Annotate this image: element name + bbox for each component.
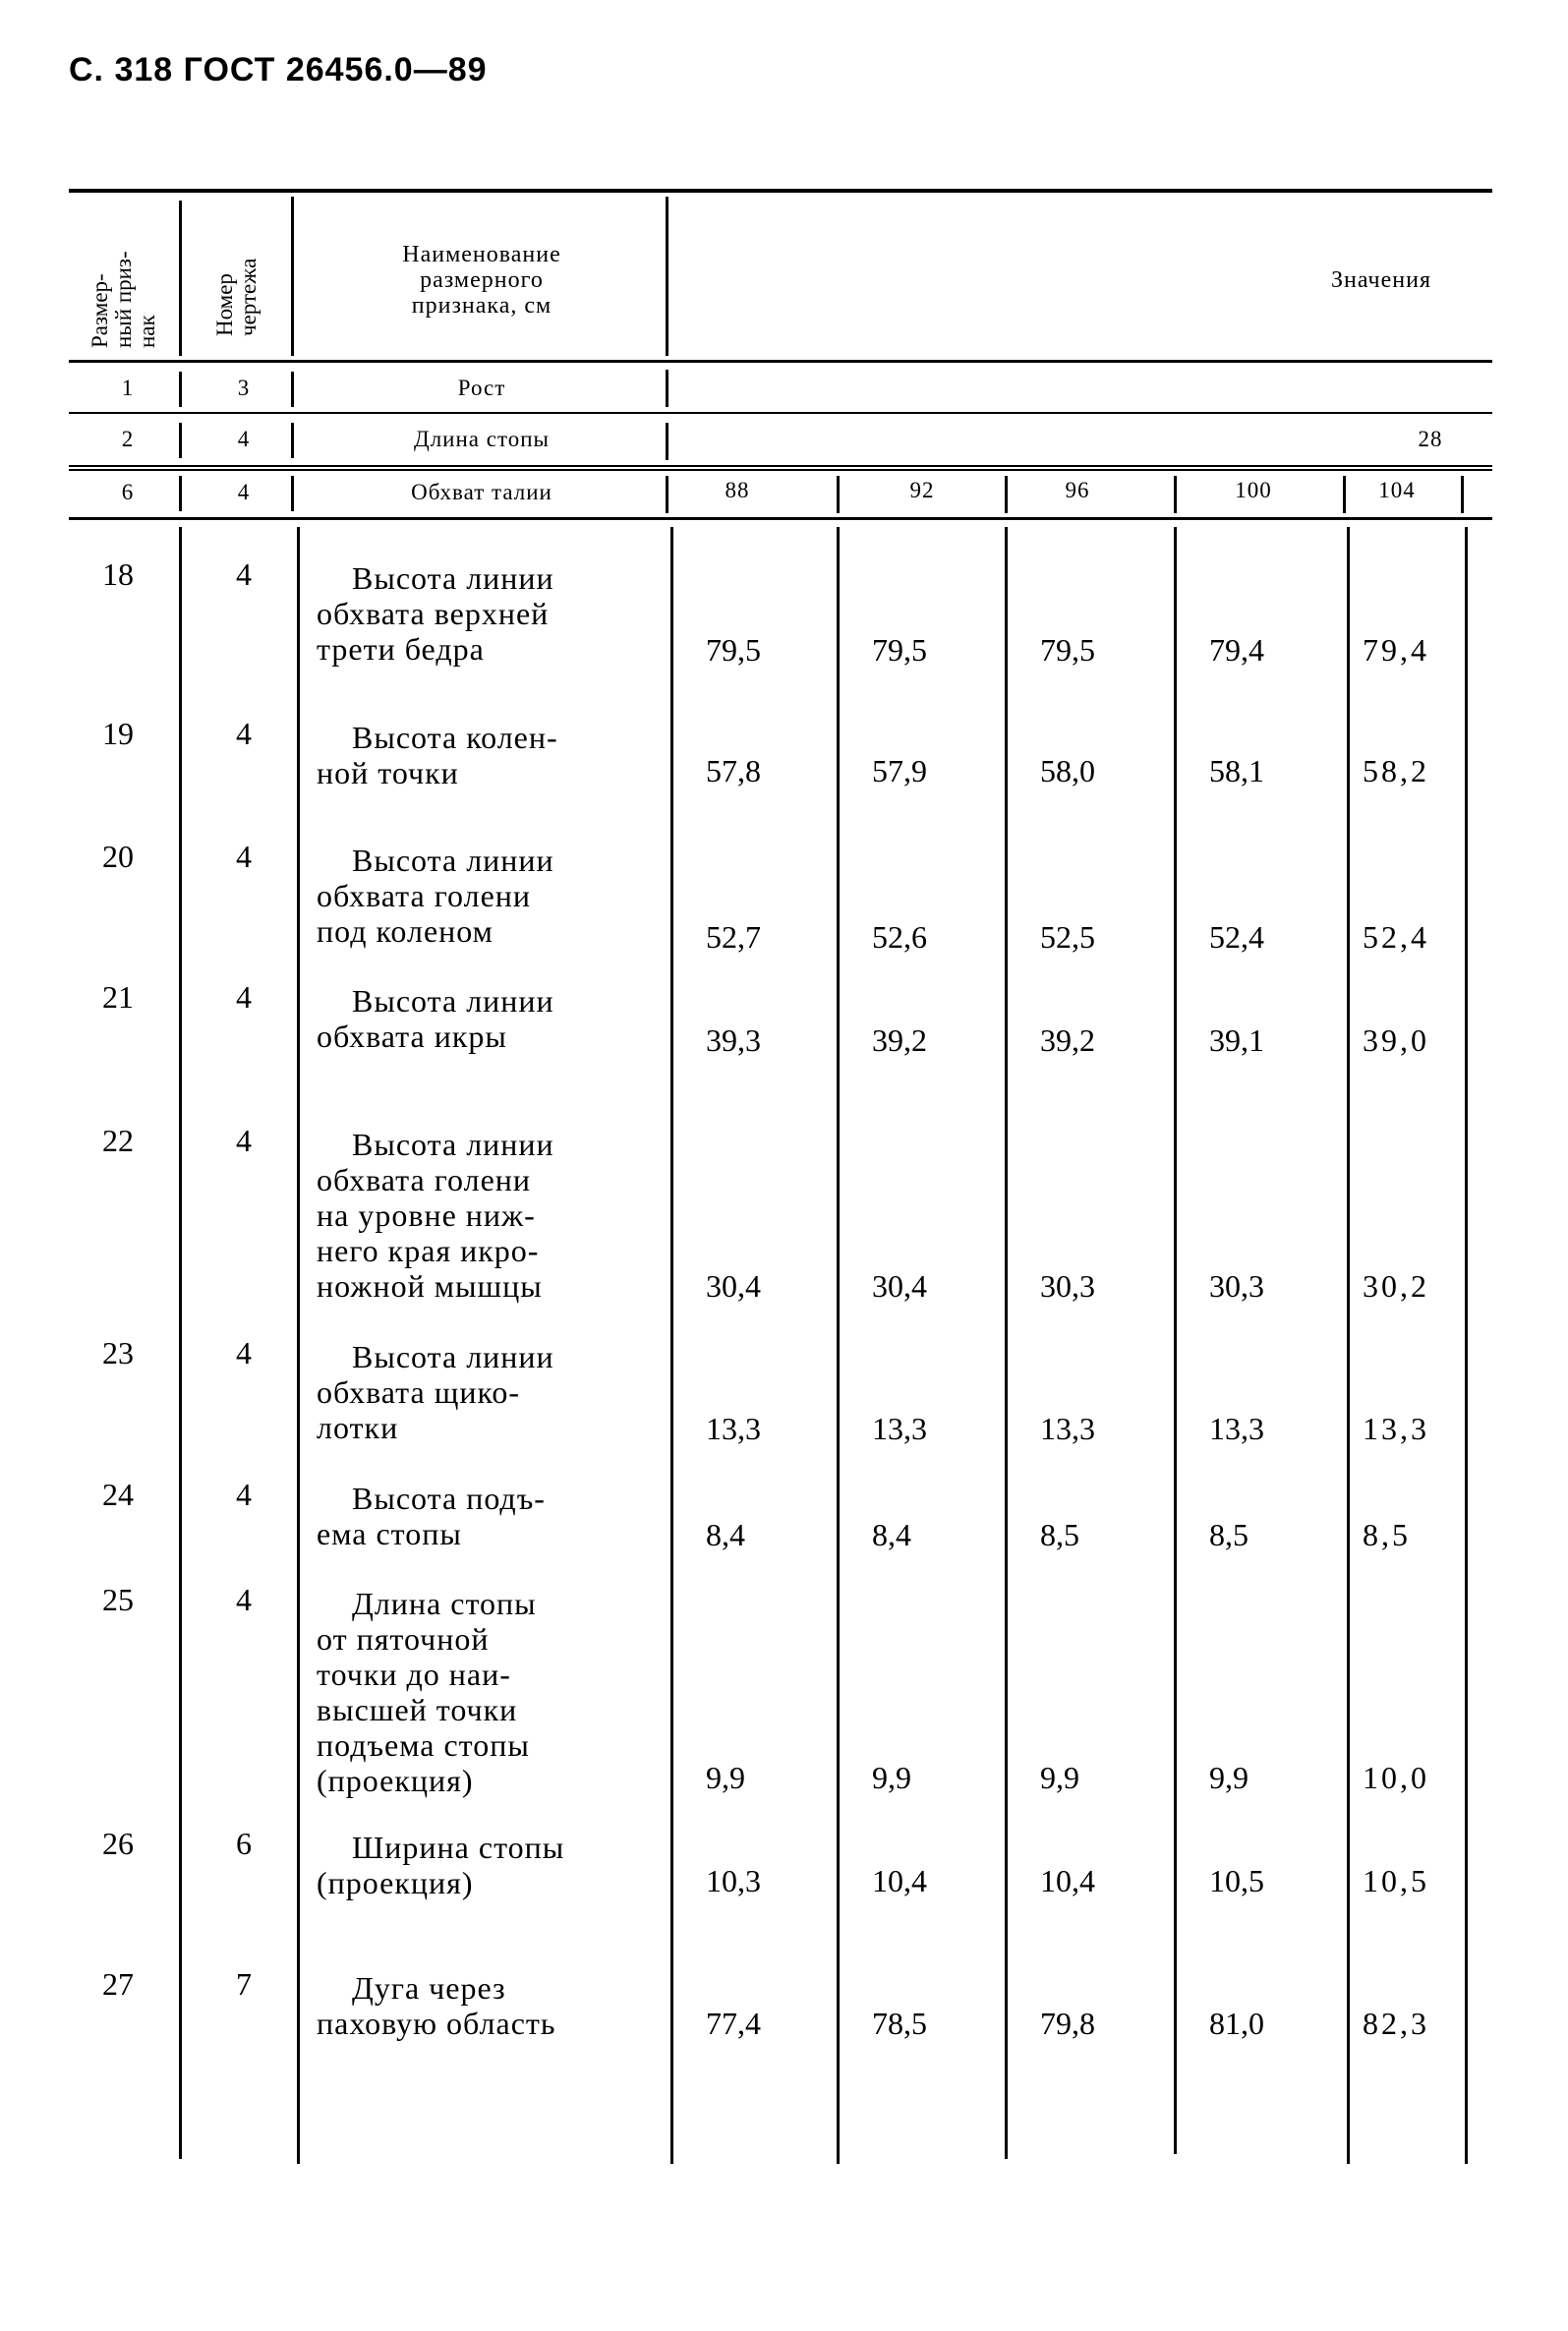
header-separator-3 xyxy=(666,197,668,356)
body-line-1 xyxy=(179,527,182,2159)
value-cell: 79,4 xyxy=(1209,632,1264,668)
feature-name-line: трети бедра xyxy=(317,631,485,667)
feature-name-line: ной точки xyxy=(317,755,459,790)
feature-name-line: обхвата икры xyxy=(317,1019,507,1054)
feature-name xyxy=(317,1970,670,2041)
feature-name-line: обхвата щико- xyxy=(317,1374,521,1410)
body-line-4 xyxy=(837,527,840,2164)
value-cell: 10,3 xyxy=(706,1863,761,1898)
feature-name-line: Высота линии xyxy=(352,983,554,1019)
row-6-drawing: 4 xyxy=(237,480,251,504)
value-cell: 30,4 xyxy=(706,1268,761,1304)
param-separator-4 xyxy=(837,476,840,513)
feature-name xyxy=(317,560,670,667)
feature-name-line: Дуга через xyxy=(352,1970,506,2006)
param-top-rule xyxy=(69,469,1492,471)
row-number: 23 xyxy=(102,1335,134,1370)
drawing-number: 4 xyxy=(236,1123,252,1158)
feature-name-line: подъема стопы xyxy=(317,1727,530,1763)
feature-name-line: обхвата верхней xyxy=(317,596,550,631)
row-2-drawing: 4 xyxy=(237,427,251,451)
value-cell: 79,4 xyxy=(1363,632,1429,668)
row-2-bottom-rule xyxy=(69,465,1492,467)
row-2-separator-1 xyxy=(179,423,182,458)
param-separator-2 xyxy=(291,476,294,511)
feature-name-line: обхвата голени xyxy=(317,878,532,913)
value-cell: 8,5 xyxy=(1363,1517,1411,1552)
value-cell: 79,5 xyxy=(1040,632,1095,668)
header-values: Значения xyxy=(1330,267,1431,293)
body-line-5 xyxy=(1005,527,1008,2159)
value-cell: 52,6 xyxy=(872,919,927,955)
feature-name-line: высшей точки xyxy=(317,1692,518,1727)
row-number: 24 xyxy=(102,1477,134,1512)
row-6-name: Обхват талии xyxy=(411,480,552,504)
feature-name-line: от пяточной xyxy=(317,1621,490,1657)
drawing-number: 4 xyxy=(236,716,252,751)
row-number: 18 xyxy=(102,556,134,592)
row-1-drawing: 3 xyxy=(237,376,251,400)
row-2-separator-2 xyxy=(291,423,294,458)
waist-88: 88 xyxy=(725,478,750,502)
drawing-number: 4 xyxy=(236,556,252,592)
feature-name-line: на уровне ниж- xyxy=(317,1197,536,1233)
value-cell: 58,0 xyxy=(1040,753,1095,788)
value-cell: 79,5 xyxy=(872,632,927,668)
value-cell: 13,3 xyxy=(1040,1411,1095,1446)
drawing-number: 4 xyxy=(236,839,252,874)
row-number: 27 xyxy=(102,1966,134,2002)
value-cell: 30,2 xyxy=(1363,1268,1429,1304)
row-number: 20 xyxy=(102,839,134,874)
waist-100: 100 xyxy=(1235,478,1272,502)
feature-name xyxy=(317,843,670,949)
param-separator-7 xyxy=(1343,476,1346,513)
value-cell: 8,5 xyxy=(1209,1517,1249,1552)
param-separator-3 xyxy=(666,476,668,513)
value-cell: 13,3 xyxy=(1363,1411,1429,1446)
value-cell: 79,8 xyxy=(1040,2006,1095,2041)
body-line-3 xyxy=(670,527,673,2164)
row-2-value: 28 xyxy=(1418,427,1443,451)
feature-name-line: ема стопы xyxy=(317,1516,462,1551)
row-2-separator-3 xyxy=(666,423,668,460)
row-number: 19 xyxy=(102,716,134,751)
waist-104: 104 xyxy=(1378,478,1416,502)
value-cell: 81,0 xyxy=(1209,2006,1264,2041)
row-number: 22 xyxy=(102,1123,134,1158)
row-1-separator-1 xyxy=(179,372,182,407)
header-separator-2 xyxy=(291,197,294,356)
param-separator-1 xyxy=(179,476,182,511)
feature-name-line: (проекция) xyxy=(317,1763,474,1798)
drawing-number: 4 xyxy=(236,1582,252,1617)
value-cell: 30,4 xyxy=(872,1268,927,1304)
feature-name-line: него края икро- xyxy=(317,1233,540,1268)
feature-name-line: (проекция) xyxy=(317,1865,474,1900)
page-header: С. 318 ГОСТ 26456.0—89 xyxy=(69,51,488,88)
value-cell: 58,2 xyxy=(1363,753,1429,788)
value-cell: 8,4 xyxy=(706,1517,745,1552)
value-cell: 10,0 xyxy=(1363,1760,1429,1795)
value-cell: 13,3 xyxy=(706,1411,761,1446)
header-bottom-rule xyxy=(69,360,1492,363)
feature-name xyxy=(317,983,670,1054)
waist-96: 96 xyxy=(1065,478,1090,502)
value-cell: 8,5 xyxy=(1040,1517,1079,1552)
row-number: 21 xyxy=(102,979,134,1015)
value-cell: 58,1 xyxy=(1209,753,1264,788)
feature-name-line: Высота подъ- xyxy=(352,1481,546,1516)
value-cell: 10,4 xyxy=(872,1863,927,1898)
drawing-number: 6 xyxy=(236,1826,252,1861)
feature-name-line: Ширина стопы xyxy=(352,1830,565,1865)
value-cell: 30,3 xyxy=(1040,1268,1095,1304)
feature-name-line: ножной мышцы xyxy=(317,1268,543,1304)
row-1-name: Рост xyxy=(457,376,506,400)
body-line-8 xyxy=(1465,527,1468,2164)
value-cell: 77,4 xyxy=(706,2006,761,2041)
feature-name xyxy=(317,1127,670,1304)
feature-name-line: обхвата голени xyxy=(317,1162,532,1197)
value-cell: 57,9 xyxy=(872,753,927,788)
row-2-name: Длина стопы xyxy=(414,427,550,451)
value-cell: 39,0 xyxy=(1363,1022,1429,1058)
value-cell: 10,5 xyxy=(1209,1863,1264,1898)
body-line-2 xyxy=(297,527,300,2164)
drawing-number: 7 xyxy=(236,1966,252,2002)
value-cell: 9,9 xyxy=(1040,1760,1079,1795)
value-cell: 9,9 xyxy=(1209,1760,1249,1795)
waist-92: 92 xyxy=(909,478,935,502)
feature-name-line: паховую область xyxy=(317,2006,556,2041)
feature-name-line: Высота линии xyxy=(352,843,554,878)
value-cell: 10,4 xyxy=(1040,1863,1095,1898)
value-cell: 8,4 xyxy=(872,1517,911,1552)
value-cell: 39,3 xyxy=(706,1022,761,1058)
body-line-6 xyxy=(1174,527,1177,2154)
value-cell: 79,5 xyxy=(706,632,761,668)
body-line-7 xyxy=(1347,527,1350,2164)
value-cell: 10,5 xyxy=(1363,1863,1429,1898)
header-separator-1 xyxy=(179,201,182,356)
value-cell: 57,8 xyxy=(706,753,761,788)
header-col1: Размер- ный приз- нак xyxy=(87,251,159,348)
value-cell: 13,3 xyxy=(1209,1411,1264,1446)
param-separator-5 xyxy=(1005,476,1008,513)
value-cell: 9,9 xyxy=(872,1760,911,1795)
feature-name xyxy=(317,1339,670,1445)
row-number: 25 xyxy=(102,1582,134,1617)
feature-name-line: точки до наи- xyxy=(317,1657,511,1692)
value-cell: 9,9 xyxy=(706,1760,745,1795)
row-number: 26 xyxy=(102,1826,134,1861)
feature-name xyxy=(317,1586,670,1798)
feature-name-line: Длина стопы xyxy=(352,1586,537,1621)
feature-name xyxy=(317,1481,670,1551)
value-cell: 52,7 xyxy=(706,919,761,955)
feature-name-line: лотки xyxy=(317,1410,399,1445)
param-separator-6 xyxy=(1174,476,1177,513)
feature-name-line: Высота колен- xyxy=(352,720,558,755)
drawing-number: 4 xyxy=(236,1477,252,1512)
row-1-separator-3 xyxy=(666,370,668,407)
value-cell: 39,2 xyxy=(872,1022,927,1058)
feature-name xyxy=(317,720,670,790)
value-cell: 52,4 xyxy=(1363,919,1429,955)
row-1-bottom-rule xyxy=(69,412,1492,414)
value-cell: 52,4 xyxy=(1209,919,1264,955)
table-top-rule xyxy=(69,189,1492,193)
header-col3: Наименование размерного признака, см xyxy=(402,242,561,319)
row-2-num: 2 xyxy=(121,427,135,451)
feature-name-line: под коленом xyxy=(317,913,494,949)
feature-name-line: Высота линии xyxy=(352,1127,554,1162)
row-1-num: 1 xyxy=(121,376,135,400)
value-cell: 52,5 xyxy=(1040,919,1095,955)
drawing-number: 4 xyxy=(236,1335,252,1370)
value-cell: 39,1 xyxy=(1209,1022,1264,1058)
drawing-number: 4 xyxy=(236,979,252,1015)
row-6-num: 6 xyxy=(121,480,135,504)
value-cell: 13,3 xyxy=(872,1411,927,1446)
param-bottom-rule xyxy=(69,517,1492,520)
value-cell: 39,2 xyxy=(1040,1022,1095,1058)
param-separator-8 xyxy=(1461,476,1464,513)
feature-name xyxy=(317,1830,670,1900)
header-col2: Номер чертежа xyxy=(212,258,261,336)
row-1-separator-2 xyxy=(291,372,294,407)
value-cell: 30,3 xyxy=(1209,1268,1264,1304)
feature-name-line: Высота линии xyxy=(352,560,554,596)
value-cell: 78,5 xyxy=(872,2006,927,2041)
feature-name-line: Высота линии xyxy=(352,1339,554,1374)
value-cell: 82,3 xyxy=(1363,2006,1429,2041)
